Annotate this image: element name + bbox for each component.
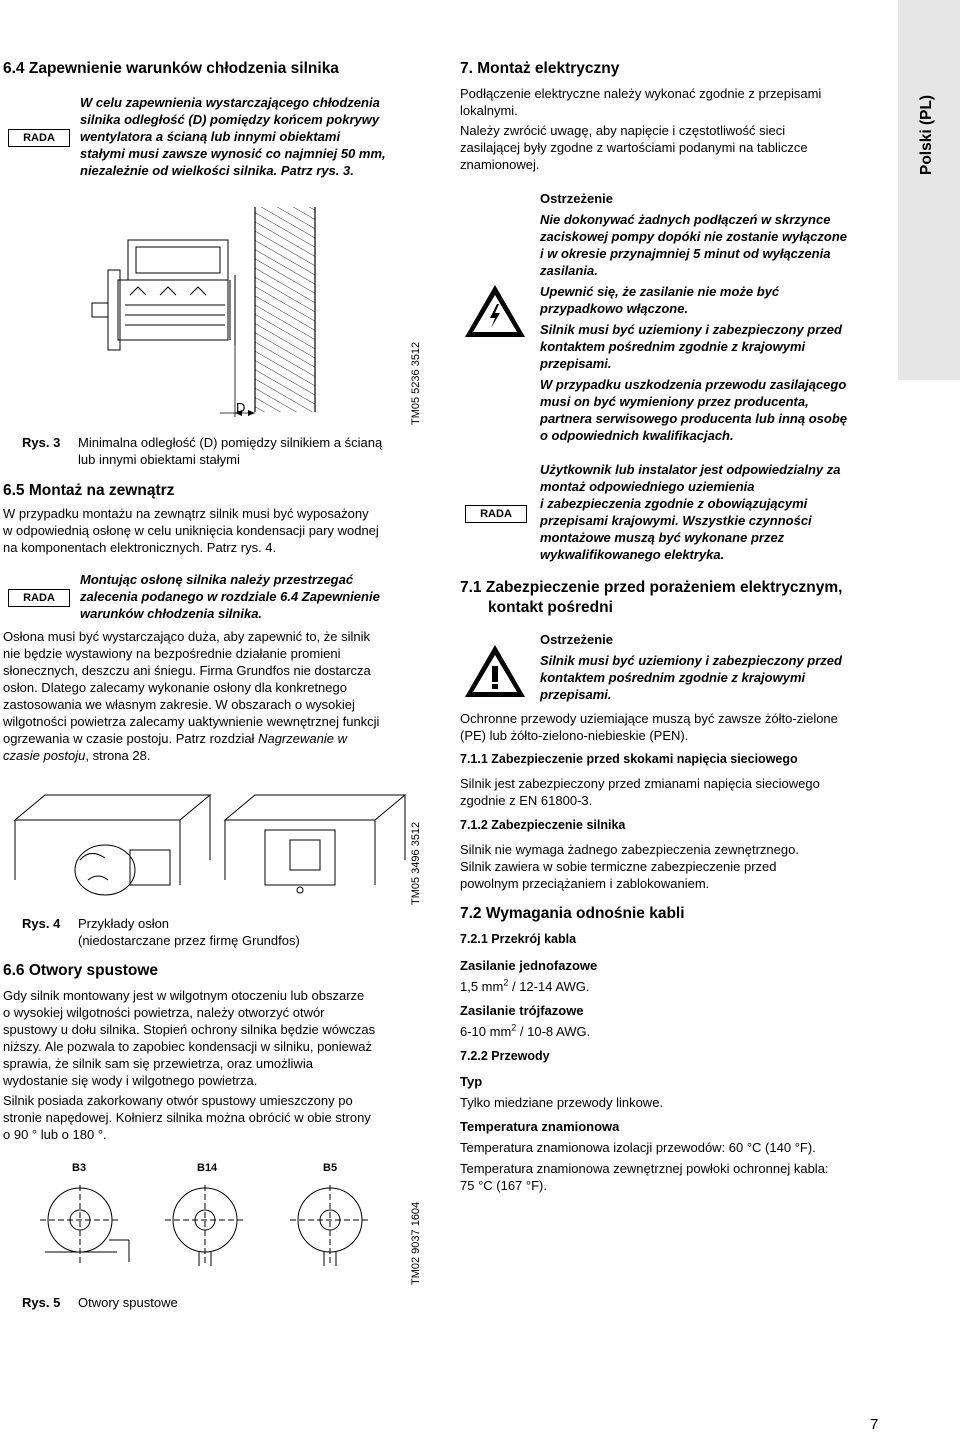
figure-3-caption: Minimalna odległość (D) pomiędzy silnikiem a ścianą lub innymi obiektami stałymi [78,435,383,467]
section-6-5-note: Montując osłonę silnika należy przestrzegać zalecenia podanego w rozdziale 6.4 Zapewnienie warunków chłodzenia silnika. [80,572,380,621]
figure-5-label-b5: B5 [323,1162,338,1174]
section-7-warning-title: Ostrzeżenie [540,191,613,206]
figure-5-number: Rys. 5 [22,1295,61,1310]
figure-3-d-label: D [236,400,246,415]
warning-exclamation-icon [462,642,528,700]
section-7-1-1-body: Silnik jest zabezpieczony przed zmianami napięcia sieciowego zgodnie z EN 61800-3. [460,776,820,808]
temp-body2: Temperatura znamionowa zewnętrznej powłoki ochronnej kabla: 75 °C (167 °F). [460,1161,829,1193]
figure-5-label-b3: B3 [72,1162,87,1174]
figure-3-number: Rys. 3 [22,435,61,450]
section-6-6-title: 6.6 Otwory spustowe [3,962,159,979]
type-title: Typ [460,1074,483,1089]
single-phase-value: 1,5 $mm^2 / 12-14$ AWG. [460,977,590,994]
section-7-body2: Należy zwrócić uwagę, aby napięcie i częstotliwość sieci zasilającej były zgodne z wartościami podanymi na tabliczce znamionowej. [460,123,808,172]
language-tab-label: Polski (PL) [918,94,935,175]
section-7-1-title: 7.1 Zabezpieczenie przed porażeniem elektrycznym, kontakt pośredni [460,579,843,616]
language-tab [898,0,960,380]
rada-badge: RADA [8,589,70,607]
section-6-5-body: W przypadku montażu na zewnątrz silnik musi być wyposażony w odpowiednią osłonę w celu uniknięcia kondensacji pary wodnej na komponentach elektronicznych. Patrz rys. 4. [3,506,379,555]
three-phase-title: Zasilanie trójfazowe [460,1003,584,1018]
section-6-5-body2: Osłona musi być wystarczająco duża, aby zapewnić to, że silnik nie będzie wystawiony na bezpośrednie działanie promieni słonecznych, deszczu ani śniegu. Firma Grundfos nie dostarcza osłon. Dlatego zalecamy wykonanie osłony dla konkretnego zastosowania we własnym zakresie. W obszarach o wysokiej wilgotności powietrza zalecamy uaktywnienie wewnętrznej funkcji ogrzewania w czasie postoju. Patrz rozdział Nagrzewanie w czasie postoju, strona 28. [3,629,380,763]
figure-3-code: TM05 5236 3512 [410,341,422,425]
section-7-body: Podłączenie elektryczne należy wykonać zgodnie z przepisami lokalnymi. [460,86,822,118]
rada-badge: RADA [8,129,70,147]
type-body: Tylko miedziane przewody linkowe. [460,1095,664,1110]
figure-5-caption: Otwory spustowe [78,1295,178,1310]
figure-5-code: TM02 9037 1604 [410,1201,422,1285]
figure-4-code: TM05 3496 3512 [410,821,422,905]
rada-badge: RADA [465,505,527,523]
section-7-title: 7. Montaż elektryczny [460,60,620,77]
page-number: 7 [870,1416,879,1433]
section-6-6-body: Gdy silnik montowany jest w wilgotnym otoczeniu lub obszarze o wysokiej wilgotności powietrza, należy otworzyć otwór spustowy u dołu silnika. Stopień ochrony silnika będzie wówczas niższy. Ale pozwala to zapobiec kondensacji w silniku, ponieważ sprawia, że silnik sam się przewietrza, oraz umożliwia wydostanie się wody i wilgotnego powietrza. [3,988,376,1088]
figure-3-motor-wall [80,195,410,420]
section-7-2-title: 7.2 Wymagania odnośnie kabli [460,905,685,922]
section-7-1-2-title: 7.1.2 Zabezpieczenie silnika [460,818,626,832]
section-7-1-warning-title: Ostrzeżenie [540,632,613,647]
three-phase-value: 6-10 $mm^2 / 10-8$ AWG. [460,1022,591,1039]
section-7-1-body: Ochronne przewody uziemiające muszą być zawsze żółto-zielone (PE) lub żółto-zielono-niebieskie (PEN). [460,711,838,743]
section-7-warning: Nie dokonywać żadnych podłączeń w skrzynce zaciskowej pompy dopóki nie zostanie wyłączone i w okresie przynajmniej 5 minut od wyłączenia zasilania. Upewnić się, że zasilanie nie może być przypadkowo włączone. Silnik musi być uziemiony i zabezpieczony przed kontaktem pośrednim zgodnie z krajowymi przepisami. W przypadku uszkodzenia przewodu zasilającego musi on być wymieniony przez producenta, partnera serwisowego producenta lub inną osobę o odpowiednich kwalifikacjach. [540,212,848,443]
temp-body1: Temperatura znamionowa izolacji przewodów: 60 °C (140 °F). [460,1140,816,1155]
figure-5-drain-holes [25,1180,415,1270]
section-6-4-title: 6.4 Zapewnienie warunków chłodzenia silnika [3,60,339,77]
section-6-6-body2: Silnik posiada zakorkowany otwór spustowy umieszczony po stronie napędowej. Kołnierz silnika można obrócić w obie strony o 90 ° lub o 180 °. [3,1093,371,1142]
section-7-1-warning: Silnik musi być uziemiony i zabezpieczony przed kontaktem pośrednim zgodnie z krajowymi przepisami. [540,653,842,702]
figure-4-covers [10,790,410,910]
section-7-1-2-body: Silnik nie wymaga żadnego zabezpieczenia zewnętrznego. Silnik zawiera w sobie termiczne zabezpieczenie przed powolnym przeciążaniem i zablokowaniem. [460,842,799,891]
section-7-2-1-title: 7.2.1 Przekrój kabla [460,932,577,946]
section-7-1-1-title: 7.1.1 Zabezpieczenie przed skokami napięcia sieciowego [460,752,798,766]
section-7-rada-note: Użytkownik lub instalator jest odpowiedzialny za montaż odpowiedniego uziemienia i zabezpieczenia zgodnie z obowiązującymi przepisami krajowymi. Wszystkie czynności montażowe muszą być wykonane przez wykwalifikowanego elektryka. [540,462,841,562]
single-phase-title: Zasilanie jednofazowe [460,958,598,973]
temp-title: Temperatura znamionowa [460,1119,620,1134]
figure-5-label-b14: B14 [197,1162,218,1174]
electric-hazard-icon [462,282,528,340]
section-6-4-note: W celu zapewnienia wystarczającego chłodzenia silnika odległość (D) pomiędzy końcem pokrywy wentylatora a ścianą lub innymi obiektami stałymi musi zawsze wynosić co najmniej 50 mm, niezależnie od wielkości silnika. Patrz rys. 3. [80,95,386,178]
section-7-2-2-title: 7.2.2 Przewody [460,1049,550,1063]
figure-4-caption: Przykłady osłon (niedostarczane przez firmę Grundfos) [78,916,300,948]
figure-4-number: Rys. 4 [22,916,61,931]
section-6-5-title: 6.5 Montaż na zewnątrz [3,482,175,499]
